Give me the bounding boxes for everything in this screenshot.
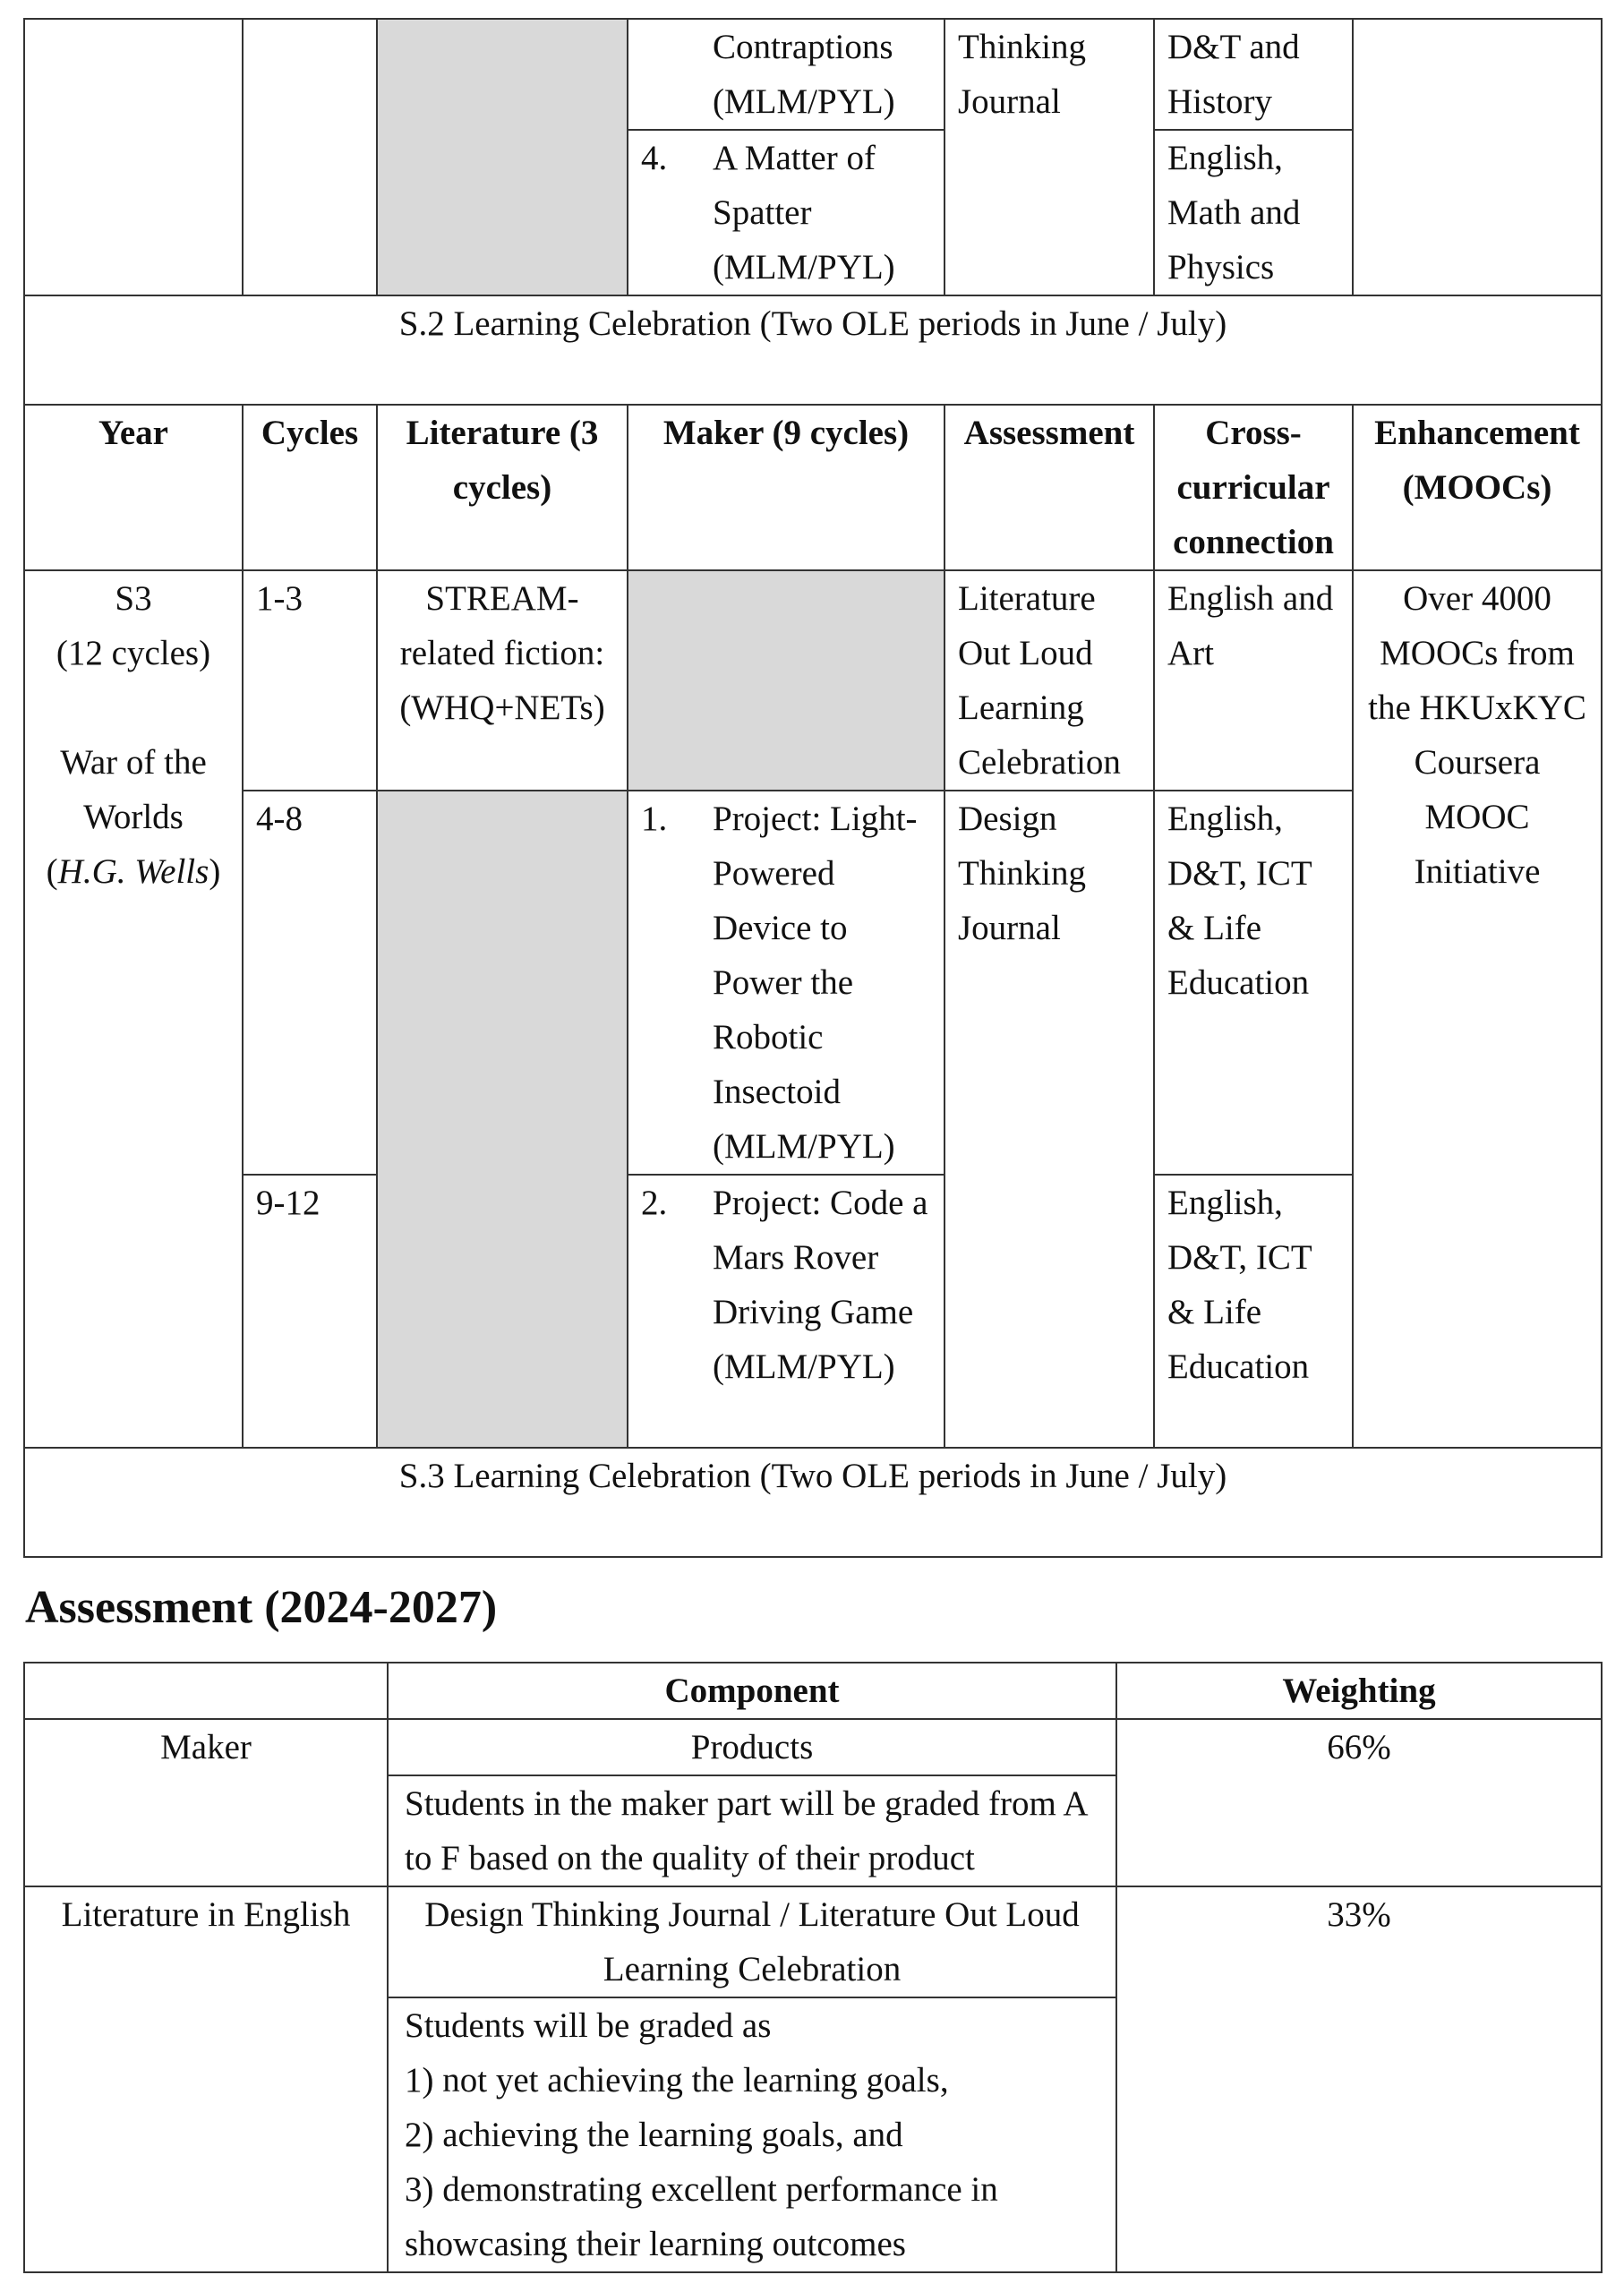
curriculum-table xyxy=(23,18,1603,1558)
header-weighting: Weighting xyxy=(1116,1663,1602,1719)
grading-item: 2) achieving the learning goals, and xyxy=(405,2116,903,2154)
assessment-cell: Literature Out Loud Learning Celebration xyxy=(944,570,1154,791)
s3-celebration-row: S.3 Learning Celebration (Two OLE periods in June / July) xyxy=(24,1448,1602,1557)
header-maker: Maker (9 cycles) xyxy=(628,405,944,570)
assessment-header-blank xyxy=(24,1663,388,1719)
header-literature: Literature (3 cycles) xyxy=(377,405,628,570)
component-title: Design Thinking Journal / Literature Out Loud Learning Celebration xyxy=(388,1886,1116,1997)
header-component: Component xyxy=(388,1663,1116,1719)
cross-curricular-cell: English, Math and Physics xyxy=(1154,130,1353,295)
assessment-cell: Thinking Journal xyxy=(944,19,1154,295)
maker-cell-blank xyxy=(628,570,944,791)
maker-item-text: Contraptions (MLM/PYL) xyxy=(713,28,895,121)
component-description: Students in the maker part will be graded from A to F based on the quality of their product xyxy=(388,1775,1116,1886)
weighting-value: 66% xyxy=(1116,1719,1602,1886)
assessment-cell: Design Thinking Journal xyxy=(944,791,1154,1448)
grading-item: 1) not yet achieving the learning goals, xyxy=(405,2061,949,2100)
year-cell-empty xyxy=(24,19,243,295)
cross-curricular-cell: English, D&T, ICT & Life Education xyxy=(1154,1175,1353,1448)
maker-item xyxy=(628,130,944,295)
enhancement-cell: Over 4000 MOOCs from the HKUxKYC Coursera MOOC Initiative xyxy=(1353,570,1602,1448)
assessment-heading: Assessment (2024-2027) xyxy=(25,1582,498,1633)
maker-item xyxy=(628,1175,944,1448)
weighting-value: 33% xyxy=(1116,1886,1602,2272)
maker-item-number: 1. xyxy=(641,800,668,838)
year-label: S3 xyxy=(115,579,152,618)
year-cell-s3: S3 (12 cycles) War of the Worlds (H.G. Wells) xyxy=(24,570,243,1448)
year-cycles: (12 cycles) xyxy=(56,634,211,672)
maker-item xyxy=(628,19,944,130)
cycles-cell: 1-3 xyxy=(243,570,377,791)
cross-curricular-cell: D&T and History xyxy=(1154,19,1353,130)
header-year: Year xyxy=(24,405,243,570)
header-enhancement: Enhancement (MOOCs) xyxy=(1353,405,1602,570)
grading-item: 3) demonstrating excellent performance in showcasing their learning outcomes xyxy=(405,2170,998,2263)
maker-item-text: A Matter of Spatter (MLM/PYL) xyxy=(713,139,895,286)
maker-item xyxy=(628,791,944,1175)
literature-cell: STREAM-related fiction: (WHQ+NETs) xyxy=(377,570,628,791)
header-cross-curricular: Cross-curricular connection xyxy=(1154,405,1353,570)
cycles-cell-empty xyxy=(243,19,377,295)
grading-intro: Students will be graded as xyxy=(405,2006,772,2045)
maker-item-number: 2. xyxy=(641,1184,668,1222)
subject-literature: Literature in English xyxy=(24,1886,388,2272)
component-title: Products xyxy=(388,1719,1116,1775)
maker-item-number: 4. xyxy=(641,139,668,177)
cross-curricular-cell: English, D&T, ICT & Life Education xyxy=(1154,791,1353,1175)
grading-description xyxy=(388,1997,1116,2272)
cross-curricular-cell: English and Art xyxy=(1154,570,1353,791)
assessment-table xyxy=(23,1662,1603,2273)
literature-cell-blank xyxy=(377,791,628,1448)
literature-cell-blank xyxy=(377,19,628,295)
subject-maker: Maker xyxy=(24,1719,388,1886)
novel-title: War of the Worlds xyxy=(60,743,207,836)
header-assessment: Assessment xyxy=(944,405,1154,570)
enhancement-cell-empty xyxy=(1353,19,1602,295)
header-cycles: Cycles xyxy=(243,405,377,570)
cycles-cell: 9-12 xyxy=(243,1175,377,1448)
maker-item-text: Project: Light-Powered Device to Power the Robotic Insectoid (MLM/PYL) xyxy=(713,800,918,1166)
cycles-cell: 4-8 xyxy=(243,791,377,1175)
maker-item-text: Project: Code a Mars Rover Driving Game (MLM/PYL) xyxy=(713,1184,928,1386)
novel-author: H.G. Wells xyxy=(57,852,209,891)
s2-celebration-row: S.2 Learning Celebration (Two OLE periods in June / July) xyxy=(24,295,1602,405)
